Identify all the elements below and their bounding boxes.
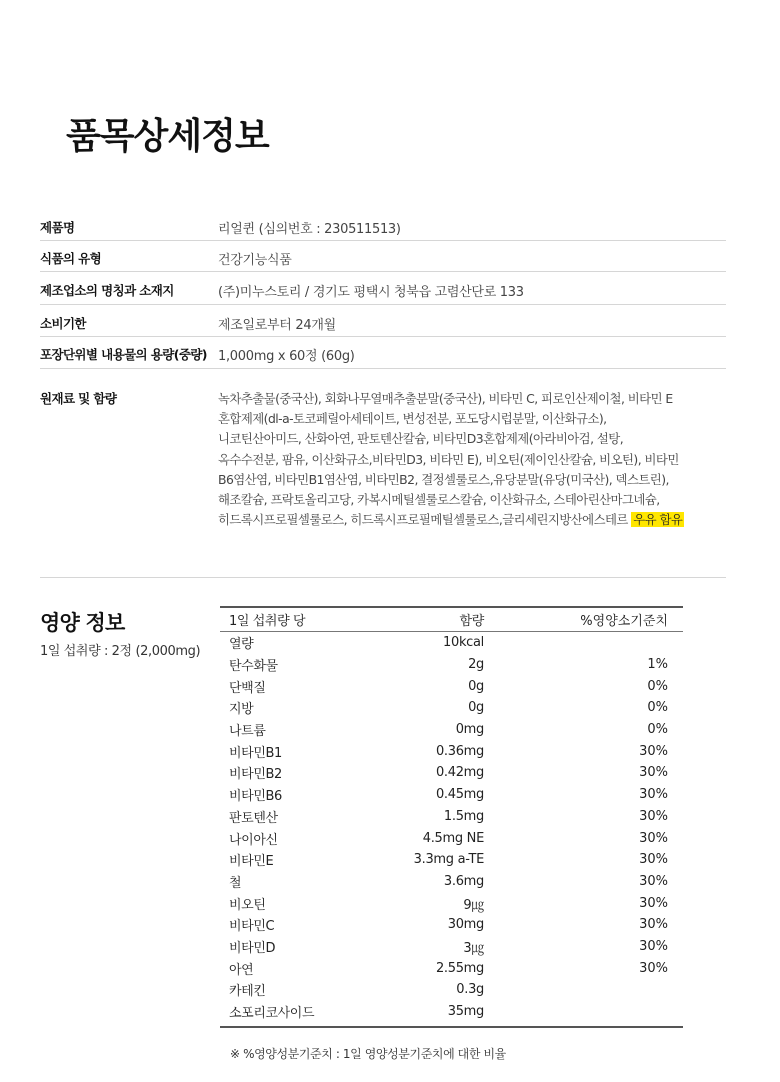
table-row xyxy=(220,784,683,806)
info-row-product xyxy=(40,207,726,241)
nutrient-percent: 30% xyxy=(639,765,668,781)
nutrient-percent: 30% xyxy=(639,938,668,954)
nutrient-amount: 3㎍ xyxy=(463,940,484,956)
nutrient-name: 카테킨 xyxy=(229,984,266,1000)
table-row xyxy=(220,979,683,1001)
table-row xyxy=(220,827,683,849)
header-percent: %영양소기준치 xyxy=(580,614,668,629)
ingredients-line: B6염산염, 비타민B1염산염, 비타민B2, 결정셀룰로스,유당분말(유당(미국산), 덱스트린), xyxy=(218,471,669,487)
info-label-manufacturer: 제조업소의 명칭과 소재지 xyxy=(40,283,174,298)
info-value-package: 1,000mg x 60정 (60g) xyxy=(218,349,355,364)
nutrient-name: 비타민E xyxy=(229,854,274,870)
nutrition-table-header xyxy=(220,608,683,632)
nutrient-amount: 3.6mg xyxy=(443,873,484,889)
info-label-expiry: 소비기한 xyxy=(40,316,86,331)
nutrient-amount: 2.55mg xyxy=(435,960,484,976)
nutrient-name: 비타민C xyxy=(229,919,275,935)
nutrient-name: 나트륨 xyxy=(229,724,266,740)
info-value-type: 건강기능식품 xyxy=(218,253,292,268)
nutrient-amount: 2g xyxy=(468,657,484,673)
nutrient-percent: 30% xyxy=(639,917,668,933)
table-row xyxy=(220,762,683,784)
header-name: 1일 섭취량 당 xyxy=(229,614,306,629)
info-value-manufacturer: (주)미누스토리 / 경기도 평택시 청북읍 고렴산단로 133 xyxy=(218,285,524,300)
nutrient-percent: 30% xyxy=(639,787,668,803)
nutrient-percent: 30% xyxy=(639,852,668,868)
info-row-ingredients xyxy=(40,369,726,578)
nutrient-percent: 1% xyxy=(647,657,668,673)
table-row xyxy=(220,806,683,828)
info-label-product: 제품명 xyxy=(40,220,75,235)
table-row xyxy=(220,914,683,936)
nutrient-percent: 30% xyxy=(639,873,668,889)
nutrient-amount: 35mg xyxy=(447,1004,484,1020)
nutrient-name: 열량 xyxy=(229,637,254,653)
nutrition-title: 영양 정보 xyxy=(40,611,125,635)
ingredients-line: 니코틴산아미드, 산화아연, 판토텐산칼슘, 비타민D3혼합제제(아라비아검, 설탕, xyxy=(218,431,624,447)
table-row xyxy=(220,892,683,914)
nutrient-name: 나이아신 xyxy=(229,832,278,848)
nutrient-name: 비타민B6 xyxy=(229,789,282,805)
nutrient-name: 판토텐산 xyxy=(229,810,278,826)
nutrient-amount: 0.45mg xyxy=(435,787,484,803)
nutrient-amount: 0.36mg xyxy=(435,743,484,759)
nutrient-percent: 30% xyxy=(639,808,668,824)
nutrient-percent: 30% xyxy=(639,830,668,846)
nutrient-name: 비타민B1 xyxy=(229,745,282,761)
nutrient-amount: 4.5mg NE xyxy=(422,830,484,846)
nutrient-amount: 1.5mg xyxy=(443,808,484,824)
ingredients-line: 혼합제제(dl-a-토코페릴아세테이트, 변성전분, 포도당시럽분말, 이산화규소), xyxy=(218,411,607,427)
table-row xyxy=(220,697,683,719)
nutrient-amount: 0.3g xyxy=(456,982,484,998)
nutrient-name: 단백질 xyxy=(229,680,266,696)
nutrient-name: 소포리코사이드 xyxy=(229,1006,315,1022)
ingredients-line: 해조칼슘, 프락토올리고당, 카복시메틸셀룰로스칼슘, 이산화규소, 스테아린산마그네슘, xyxy=(218,492,660,508)
info-label-ingredients: 원재료 및 함량 xyxy=(40,391,117,406)
allergen-highlight: 우유 함유 xyxy=(633,512,683,528)
info-value-ingredients xyxy=(218,389,726,530)
nutrient-name: 비오틴 xyxy=(229,897,266,913)
table-row xyxy=(220,719,683,741)
nutrient-amount: 0.42mg xyxy=(435,765,484,781)
table-row xyxy=(220,957,683,979)
ingredients-line-last-text: 히드록시프로필셀룰로스, 히드록시프로필메틸셀룰로스,글리세린지방산에스테르 xyxy=(218,512,628,528)
info-row-package xyxy=(40,337,726,369)
nutrition-table-body xyxy=(220,632,683,1026)
page-title: 품목상세정보 xyxy=(66,116,269,157)
table-row xyxy=(220,871,683,893)
table-row xyxy=(220,675,683,697)
nutrient-name: 철 xyxy=(229,875,242,891)
info-row-type xyxy=(40,241,726,272)
nutrient-percent: 0% xyxy=(647,678,668,694)
table-row xyxy=(220,936,683,958)
table-row xyxy=(220,654,683,676)
nutrient-amount: 0mg xyxy=(455,722,484,738)
info-row-expiry xyxy=(40,305,726,337)
nutrient-amount: 0g xyxy=(468,678,484,694)
nutrition-serving: 1일 섭취량 : 2정 (2,000mg) xyxy=(40,644,201,659)
product-info-table xyxy=(40,207,726,578)
nutrient-name: 지방 xyxy=(229,702,254,718)
nutrient-amount: 9㎍ xyxy=(463,897,484,913)
nutrient-name: 탄수화물 xyxy=(229,659,278,675)
nutrient-percent: 0% xyxy=(647,700,668,716)
info-label-package: 포장단위별 내용물의 용량(중량) xyxy=(40,347,207,362)
info-value-expiry: 제조일로부터 24개월 xyxy=(218,318,336,333)
nutrient-percent: 30% xyxy=(639,895,668,911)
nutrition-table xyxy=(220,606,683,1028)
nutrient-name: 비타민D xyxy=(229,940,276,956)
nutrient-amount: 30mg xyxy=(447,917,484,933)
nutrient-percent: 0% xyxy=(647,722,668,738)
ingredients-line-last xyxy=(218,510,726,530)
table-row xyxy=(220,740,683,762)
info-row-manufacturer xyxy=(40,272,726,305)
nutrient-percent: 30% xyxy=(639,960,668,976)
ingredients-line: 녹차추출물(중국산), 회화나무열매추출분말(중국산), 비타민 C, 피로인산제이철, 비타민 E xyxy=(218,391,673,406)
table-row xyxy=(220,1001,683,1023)
nutrient-percent: 30% xyxy=(639,743,668,759)
nutrition-footnote: ※ %영양성분기준치 : 1일 영양성분기준치에 대한 비율 xyxy=(230,1047,506,1061)
header-amount: 함량 xyxy=(459,614,484,629)
nutrient-amount: 0g xyxy=(468,700,484,716)
table-row xyxy=(220,849,683,871)
nutrient-amount: 3.3mg a-TE xyxy=(413,852,484,868)
info-value-product: 리얼퀸 (심의번호 : 230511513) xyxy=(218,222,401,237)
table-row xyxy=(220,632,683,654)
nutrient-name: 아연 xyxy=(229,962,254,978)
nutrient-name: 비타민B2 xyxy=(229,767,282,783)
info-label-type: 식품의 유형 xyxy=(40,251,102,266)
nutrient-amount: 10kcal xyxy=(443,635,484,651)
ingredients-line: 옥수수전분, 팜유, 이산화규소,비타민D3, 비타민 E), 비오틴(제이인산칼슘, 비오틴), 비타민 xyxy=(218,451,679,467)
